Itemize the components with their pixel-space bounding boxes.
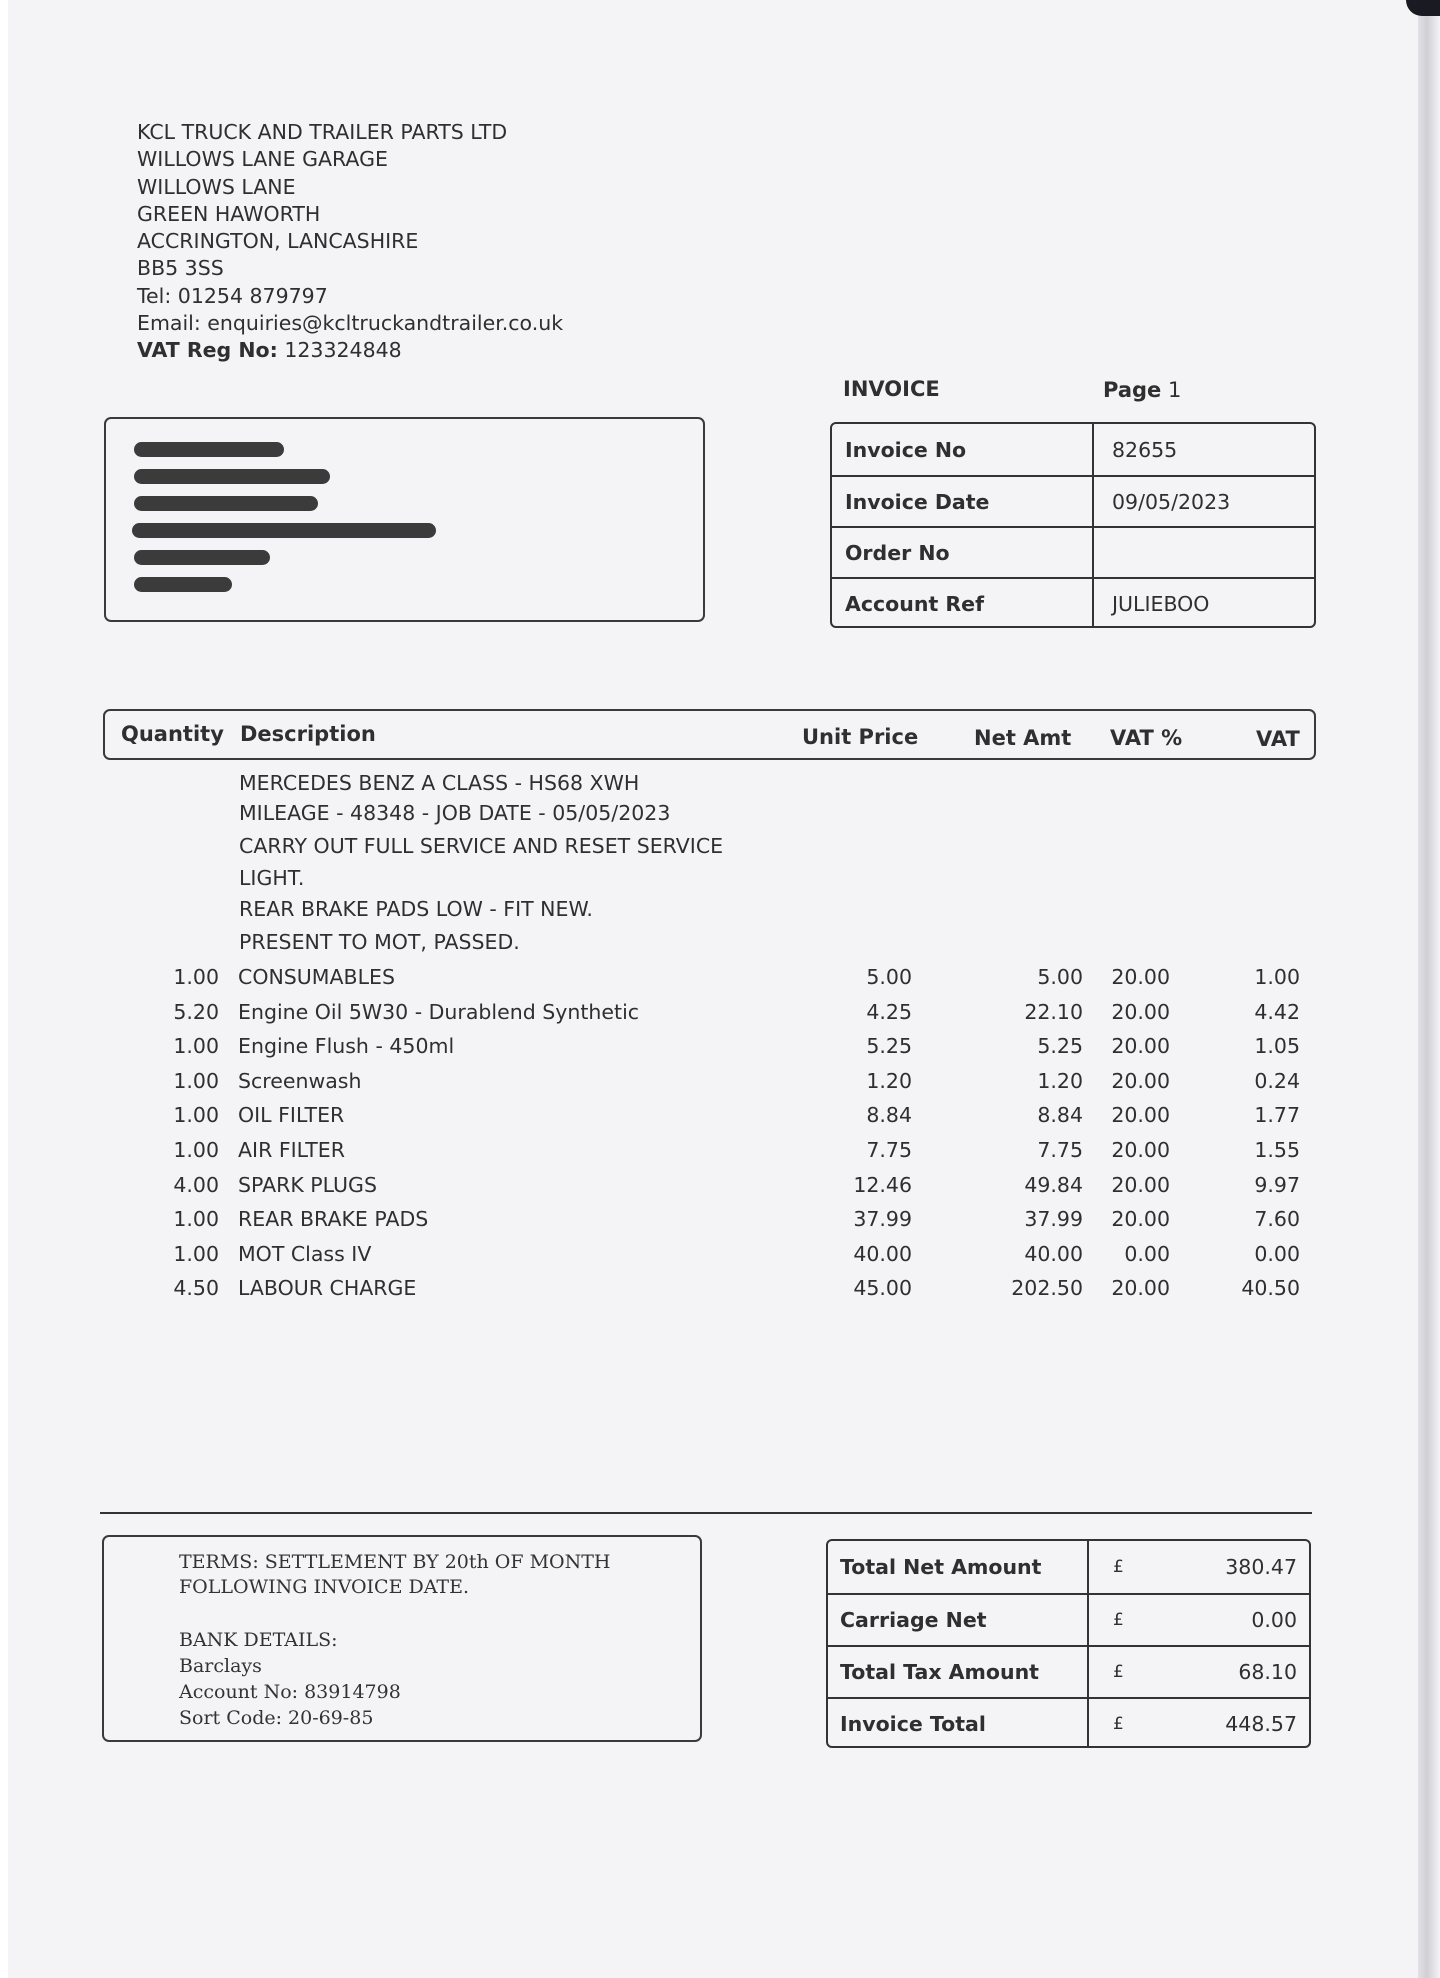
terms-text — [179, 1550, 611, 1600]
vat-reg-value: 123324848 — [284, 338, 402, 363]
item-description: AIR FILTER — [238, 1138, 345, 1162]
address-line: ACCRINGTON, LANCASHIRE — [137, 229, 419, 254]
bank-line: Account No: 83914798 — [179, 1681, 401, 1703]
meta-label: Account Ref — [845, 591, 984, 616]
totals-label: Total Tax Amount — [840, 1660, 1039, 1684]
note-line: MILEAGE - 48348 - JOB DATE - 05/05/2023 — [239, 801, 671, 825]
note-line: PRESENT TO MOT, PASSED. — [239, 930, 520, 954]
vat-reg — [137, 337, 563, 364]
header-unit-price: Unit Price — [802, 725, 919, 749]
note-line: CARRY OUT FULL SERVICE AND RESET SERVICE — [239, 834, 724, 858]
meta-row — [832, 526, 1314, 577]
item-vat-pct: 20.00 — [1111, 1276, 1170, 1301]
item-net-amount: 1.20 — [1037, 1068, 1083, 1093]
item-quantity: 1.00 — [173, 1241, 219, 1266]
totals-table — [826, 1539, 1311, 1748]
totals-row — [828, 1541, 1309, 1593]
redaction-bar — [134, 469, 330, 484]
terms-line: FOLLOWING INVOICE DATE. — [179, 1576, 469, 1598]
item-quantity: 4.00 — [173, 1172, 219, 1197]
item-net-amount: 8.84 — [1037, 1103, 1083, 1128]
header-quantity: Quantity — [121, 722, 224, 746]
item-vat-pct: 20.00 — [1111, 1068, 1170, 1093]
item-net-amount: 5.00 — [1037, 965, 1083, 989]
item-row — [0, 1242, 1440, 1272]
totals-label: Total Net Amount — [840, 1555, 1042, 1579]
item-quantity: 1.00 — [173, 1138, 219, 1162]
address-line: GREEN HAWORTH — [137, 201, 321, 226]
item-row — [0, 1276, 1440, 1306]
item-quantity: 1.00 — [173, 965, 219, 989]
bank-details — [179, 1627, 401, 1731]
item-net-amount: 37.99 — [1024, 1207, 1083, 1232]
item-vat: 1.55 — [1254, 1138, 1300, 1162]
item-row — [0, 965, 1440, 995]
totals-row — [828, 1593, 1309, 1645]
item-vat: 4.42 — [1254, 999, 1300, 1024]
totals-value: 0.00 — [1251, 1608, 1297, 1632]
item-unit-price: 7.75 — [866, 1138, 912, 1162]
item-description: REAR BRAKE PADS — [238, 1207, 429, 1232]
meta-label: Invoice Date — [845, 489, 990, 514]
address-line: WILLOWS LANE — [137, 174, 296, 199]
supplier-email: Email: enquiries@kcltruckandtrailer.co.uk — [137, 311, 564, 336]
item-vat-pct: 20.00 — [1111, 1103, 1170, 1128]
header-vat: VAT — [1256, 727, 1300, 751]
item-row — [0, 1103, 1440, 1133]
item-unit-price: 1.20 — [866, 1068, 912, 1093]
redaction-bar — [134, 550, 270, 565]
item-unit-price: 8.84 — [866, 1103, 912, 1128]
supplier-name: KCL TRUCK AND TRAILER PARTS LTD — [137, 120, 508, 144]
item-vat: 0.00 — [1254, 1241, 1300, 1266]
supplier-address — [137, 119, 563, 365]
item-net-amount: 22.10 — [1024, 999, 1083, 1024]
item-net-amount: 49.84 — [1024, 1172, 1083, 1197]
item-vat: 9.97 — [1254, 1172, 1300, 1197]
address-postcode: BB5 3SS — [137, 256, 224, 281]
page-label: Page — [1103, 378, 1162, 402]
page-number: 1 — [1167, 378, 1182, 402]
totals-label: Invoice Total — [840, 1711, 986, 1736]
invoice-title: INVOICE — [843, 377, 940, 401]
item-description: LABOUR CHARGE — [238, 1276, 417, 1301]
note-line: REAR BRAKE PADS LOW - FIT NEW. — [239, 897, 593, 921]
terms-line: TERMS: SETTLEMENT BY 20th OF MONTH — [179, 1551, 611, 1573]
redaction-bar — [134, 577, 232, 592]
item-description: Screenwash — [238, 1068, 362, 1093]
item-row — [0, 1069, 1440, 1099]
item-unit-price: 4.25 — [866, 999, 912, 1024]
item-vat-pct: 20.00 — [1111, 999, 1170, 1024]
note-line: MERCEDES BENZ A CLASS - HS68 XWH — [239, 771, 640, 795]
item-quantity: 4.50 — [173, 1276, 219, 1301]
item-unit-price: 5.00 — [866, 965, 912, 989]
item-vat-pct: 20.00 — [1111, 1034, 1170, 1059]
item-quantity: 1.00 — [173, 1034, 219, 1059]
item-vat: 1.00 — [1254, 965, 1300, 989]
totals-value: 448.57 — [1225, 1711, 1297, 1736]
item-description: Engine Flush - 450ml — [238, 1034, 455, 1059]
item-quantity: 1.00 — [173, 1207, 219, 1232]
meta-row — [832, 424, 1314, 475]
item-vat: 0.24 — [1254, 1068, 1300, 1093]
item-row — [0, 1207, 1440, 1237]
item-unit-price: 5.25 — [866, 1034, 912, 1059]
item-vat-pct: 20.00 — [1111, 965, 1170, 989]
bank-heading: BANK DETAILS: — [179, 1629, 338, 1651]
item-row — [0, 1173, 1440, 1203]
totals-row — [828, 1697, 1309, 1748]
totals-value: 68.10 — [1238, 1660, 1297, 1684]
item-quantity: 5.20 — [173, 999, 219, 1024]
currency-symbol: £ — [1113, 1557, 1124, 1577]
customer-address-box — [104, 417, 705, 622]
item-quantity: 1.00 — [173, 1068, 219, 1093]
bank-line: Barclays — [179, 1655, 262, 1677]
item-vat-pct: 20.00 — [1111, 1207, 1170, 1232]
meta-row — [832, 475, 1314, 526]
item-unit-price: 12.46 — [853, 1172, 912, 1197]
item-unit-price: 37.99 — [853, 1207, 912, 1232]
item-vat: 40.50 — [1241, 1276, 1300, 1301]
item-vat: 1.05 — [1254, 1034, 1300, 1059]
note-line: LIGHT. — [239, 866, 305, 890]
item-description: OIL FILTER — [238, 1103, 345, 1128]
item-vat: 1.77 — [1254, 1103, 1300, 1128]
header-vat-pct: VAT % — [1110, 726, 1183, 750]
totals-value: 380.47 — [1225, 1555, 1297, 1579]
meta-value: 82655 — [1112, 437, 1178, 462]
redaction-bar — [134, 496, 318, 511]
item-vat: 7.60 — [1254, 1207, 1300, 1232]
terms-box — [102, 1535, 702, 1742]
vat-reg-label: VAT Reg No: — [137, 338, 278, 363]
meta-row — [832, 577, 1314, 628]
header-description: Description — [240, 722, 376, 746]
item-net-amount: 202.50 — [1011, 1276, 1083, 1301]
item-unit-price: 45.00 — [853, 1276, 912, 1301]
item-description: SPARK PLUGS — [238, 1172, 377, 1197]
item-row — [0, 1138, 1440, 1168]
page-indicator — [1103, 378, 1181, 402]
item-quantity: 1.00 — [173, 1103, 219, 1128]
header-net-amt: Net Amt — [974, 726, 1072, 750]
item-vat-pct: 20.00 — [1111, 1138, 1170, 1162]
item-row — [0, 1034, 1440, 1064]
meta-label: Invoice No — [845, 437, 967, 462]
redaction-bar — [132, 523, 436, 538]
address-line: WILLOWS LANE GARAGE — [137, 147, 388, 172]
currency-symbol: £ — [1113, 1713, 1124, 1734]
meta-label: Order No — [845, 540, 950, 565]
totals-separator — [100, 1512, 1312, 1514]
totals-label: Carriage Net — [840, 1608, 987, 1632]
currency-symbol: £ — [1113, 1662, 1124, 1682]
item-net-amount: 40.00 — [1024, 1241, 1083, 1266]
item-description: CONSUMABLES — [238, 965, 395, 989]
item-vat-pct: 0.00 — [1124, 1241, 1170, 1266]
item-description: Engine Oil 5W30 - Durablend Synthetic — [238, 999, 640, 1024]
meta-value: 09/05/2023 — [1112, 489, 1231, 514]
bank-line: Sort Code: 20-69-85 — [179, 1707, 374, 1729]
item-row — [0, 1000, 1440, 1030]
invoice-meta-table — [830, 422, 1316, 628]
redaction-bar — [134, 442, 284, 457]
currency-symbol: £ — [1113, 1610, 1124, 1630]
item-net-amount: 5.25 — [1037, 1034, 1083, 1059]
item-description: MOT Class IV — [238, 1241, 372, 1266]
item-vat-pct: 20.00 — [1111, 1172, 1170, 1197]
totals-row — [828, 1645, 1309, 1697]
supplier-tel: Tel: 01254 879797 — [137, 283, 328, 308]
item-net-amount: 7.75 — [1037, 1138, 1083, 1162]
meta-value: JULIEBOO — [1112, 591, 1210, 616]
item-unit-price: 40.00 — [853, 1241, 912, 1266]
